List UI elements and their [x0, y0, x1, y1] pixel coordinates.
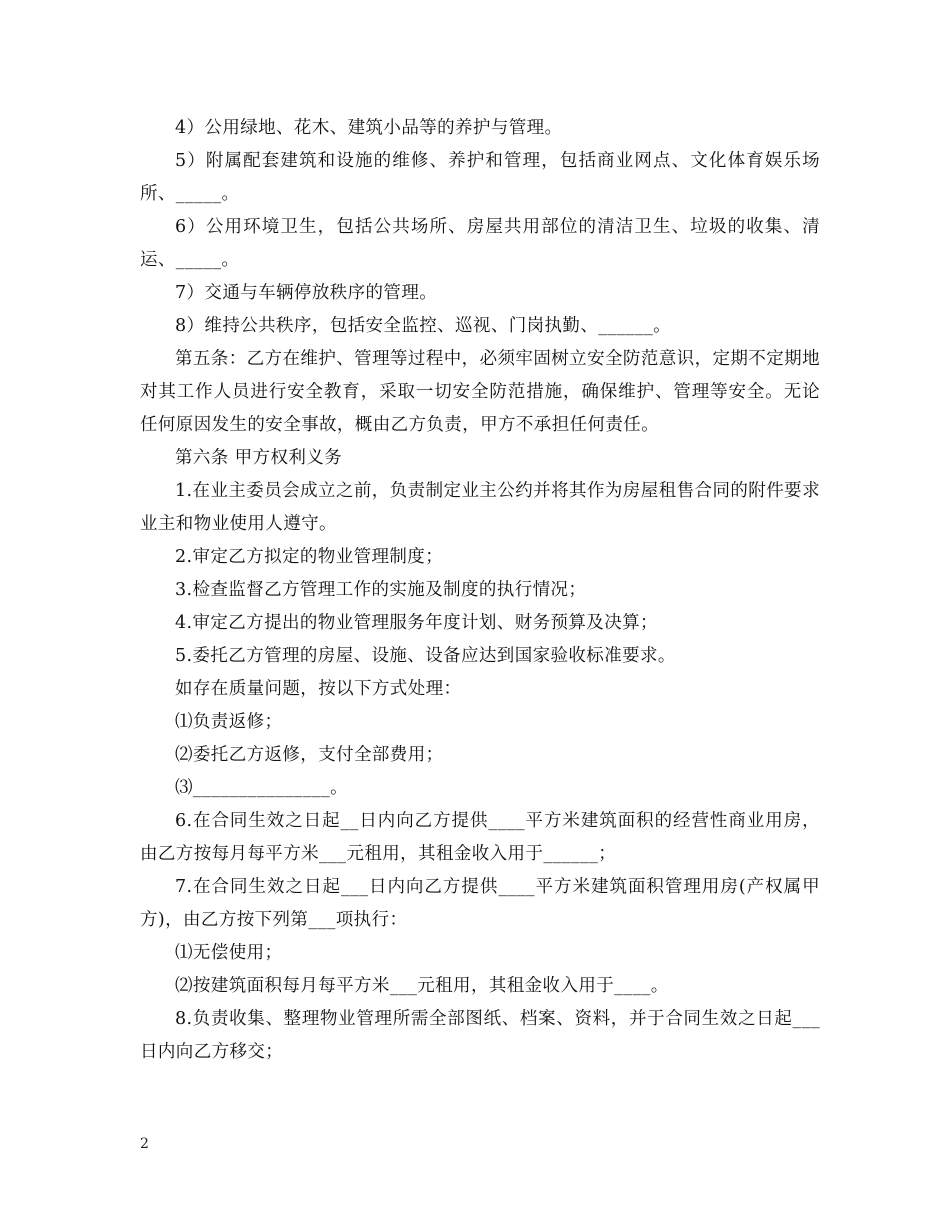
- paragraph: 3.检查监督乙方管理工作的实施及制度的执行情况；: [175, 580, 587, 600]
- paragraph: 6）公用环境卫生，包括公共场所、房屋共用部位的清洁卫生、垃圾的收集、清运、_____。: [140, 217, 820, 270]
- list-item: ⑵委托乙方返修，支付全部费用；: [175, 745, 444, 765]
- paragraph: 7）交通与车辆停放秩序的管理。: [175, 283, 438, 303]
- list-item: ⑵按建筑面积每月每平方米___元租用，其租金收入用于____。: [175, 976, 669, 996]
- paragraph: 4）公用绿地、花木、建筑小品等的养护与管理。: [175, 118, 563, 138]
- paragraph: 5.委托乙方管理的房屋、设施、设备应达到国家验收标准要求。: [175, 646, 676, 666]
- paragraph: 如存在质量问题，按以下方式处理：: [175, 679, 462, 699]
- paragraph: 6.在合同生效之日起__日内向乙方提供____平方米建筑面积的经营性商业用房，由乙方按每月每平方米___元租用，其租金收入用于______；: [140, 811, 820, 864]
- paragraph: 第五条：乙方在维护、管理等过程中，必须牢固树立安全防范意识，定期不定期地对其工作人员进行安全教育，采取一切安全防范措施，确保维护、管理等安全。无论任何原因发生的安全事故，概由乙方负责，甲方不承担任何责任。: [140, 349, 820, 435]
- document-body: [140, 112, 820, 1069]
- paragraph: 2.审定乙方拟定的物业管理制度；: [175, 547, 444, 567]
- list-item: ⑶_______________。: [175, 778, 349, 798]
- paragraph: 4.审定乙方提出的物业管理服务年度计划、财务预算及决算；: [175, 613, 658, 633]
- paragraph: 1.在业主委员会成立之前，负责制定业主公约并将其作为房屋租售合同的附件要求业主和物业使用人遵守。: [140, 481, 820, 534]
- paragraph: 7.在合同生效之日起___日内向乙方提供____平方米建筑面积管理用房(产权属甲方)，由乙方按下列第___项执行：: [140, 877, 820, 930]
- section-heading: 第六条 甲方权利义务: [175, 448, 343, 468]
- list-item: ⑴无偿使用；: [175, 943, 283, 963]
- paragraph: 8）维持公共秩序，包括安全监控、巡视、门岗执勤、______。: [175, 316, 672, 336]
- list-item: ⑴负责返修；: [175, 712, 283, 732]
- paragraph: 8.负责收集、整理物业管理所需全部图纸、档案、资料，并于合同生效之日起___日内向乙方移交；: [140, 1009, 820, 1062]
- paragraph: 5）附属配套建筑和设施的维修、养护和管理，包括商业网点、文化体育娱乐场所、_____。: [140, 151, 820, 204]
- page-number: 2: [140, 1136, 149, 1152]
